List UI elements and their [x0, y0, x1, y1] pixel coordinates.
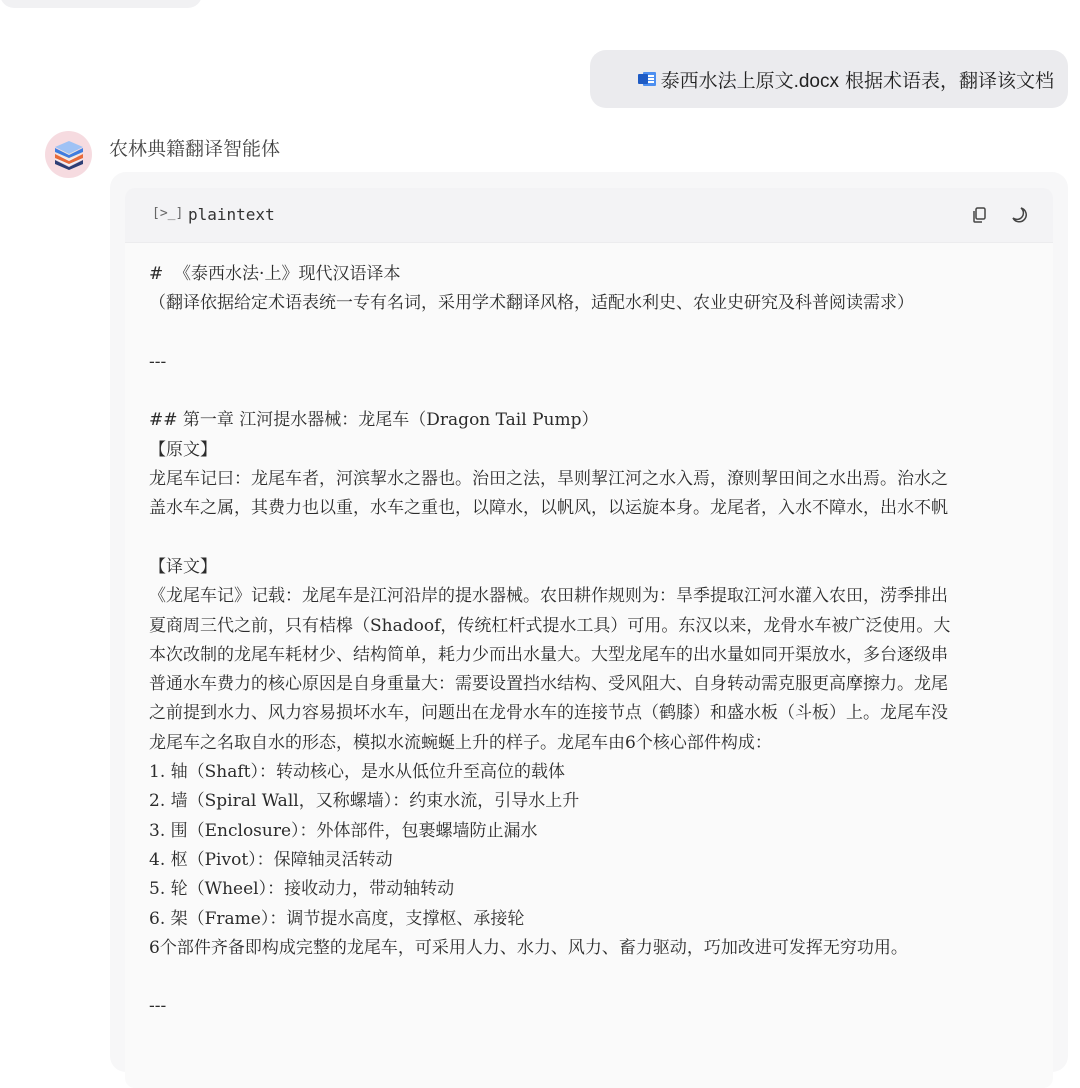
attached-file-chip[interactable]: [638, 66, 839, 93]
agent-name: 农林典籍翻译智能体: [109, 139, 281, 160]
code-line: 【原文】: [149, 439, 217, 460]
code-line: 5. 轮（Wheel）：接收动力，带动轴转动: [149, 879, 455, 900]
terminal-icon: [>_]: [152, 206, 184, 221]
code-line: （翻译依据给定术语表统一专有名词，采用学术翻译风格，适配水利史、农业史研究及科普阅读需求）: [149, 293, 914, 314]
copy-button[interactable]: [967, 203, 991, 227]
code-line: 1. 轴（Shaft）：转动核心，是水从低位升至高位的载体: [149, 762, 565, 783]
code-line: ---: [149, 351, 167, 372]
dark-mode-icon: [1010, 206, 1028, 224]
code-language-label: plaintext: [188, 205, 275, 224]
code-line: 2. 墙（Spiral Wall，又称螺墙）：约束水流，引导水上升: [149, 791, 580, 812]
code-line: 6个部件齐备即构成完整的龙尾车，可采用人力、水力、风力、畜力驱动，巧加改进可发挥无穷功用。: [149, 937, 908, 958]
books-icon: [52, 140, 86, 170]
user-message-bubble: [590, 50, 1068, 108]
code-line: # 《泰西水法·上》现代汉语译本: [149, 264, 401, 284]
code-line: [149, 377, 1029, 406]
attached-file-name: 泰西水法上原文.docx: [660, 70, 839, 92]
code-line: 3. 围（Enclosure）：外体部件，包裹螺墙防止漏水: [149, 820, 538, 841]
code-block: [125, 188, 1053, 1088]
code-line: 夏商周三代之前，只有桔槔（Shadoof，传统杠杆式提水工具）可用。东汉以来，龙骨水车被广泛使用。大: [149, 615, 951, 636]
code-line: 《龙尾车记》记载：龙尾车是江河沿岸的提水器械。农田耕作规则为：旱季提取江河水灌入农田，涝季排出: [149, 586, 948, 607]
user-message-text: 根据术语表，翻译该文档: [844, 70, 1054, 92]
code-content: [149, 260, 1029, 1022]
code-line: 【译文】: [149, 556, 217, 577]
code-line: 6. 架（Frame）：调节提水高度，支撑枢、承接轮: [149, 908, 525, 929]
code-block-header: [125, 188, 1053, 243]
word-doc-icon: [638, 71, 656, 87]
code-line: 普通水车费力的核心原因是自身重量大：需要设置挡水结构、受风阻大、自身转动需克服更高摩擦力。龙尾: [149, 674, 948, 695]
code-line: ## 第一章 江河提水器械：龙尾车（Dragon Tail Pump）: [149, 410, 599, 431]
copy-icon: [970, 206, 988, 224]
code-line: ---: [149, 996, 167, 1017]
code-line: 龙尾车之名取自水的形态，模拟水流蜿蜒上升的样子。龙尾车由6个核心部件构成：: [149, 732, 772, 753]
code-line: 4. 枢（Pivot）：保障轴灵活转动: [149, 849, 393, 870]
code-line: [149, 319, 1029, 348]
code-line: 龙尾车记曰：龙尾车者，河滨挈水之器也。治田之法，旱则挈江河之水入焉，潦则挈田间之水出焉。治水之: [149, 469, 948, 490]
previous-message-stub: [0, 0, 202, 8]
code-line: 盖水车之属，其费力也以重，水车之重也，以障水，以帆风，以运旋本身。龙尾者，入水不障水，出水不帆: [149, 498, 948, 519]
code-line: [149, 963, 1029, 992]
code-line: 之前提到水力、风力容易损坏水车，问题出在龙骨水车的连接节点（鹤膝）和盛水板（斗板）上。龙尾车没: [149, 703, 948, 724]
code-line: [149, 524, 1029, 553]
agent-avatar: [45, 131, 92, 178]
theme-toggle-button[interactable]: [1007, 203, 1031, 227]
code-line: 本次改制的龙尾车耗材少、结构简单，耗力少而出水量大。大型龙尾车的出水量如同开渠放水，多台逐级串: [149, 644, 948, 665]
